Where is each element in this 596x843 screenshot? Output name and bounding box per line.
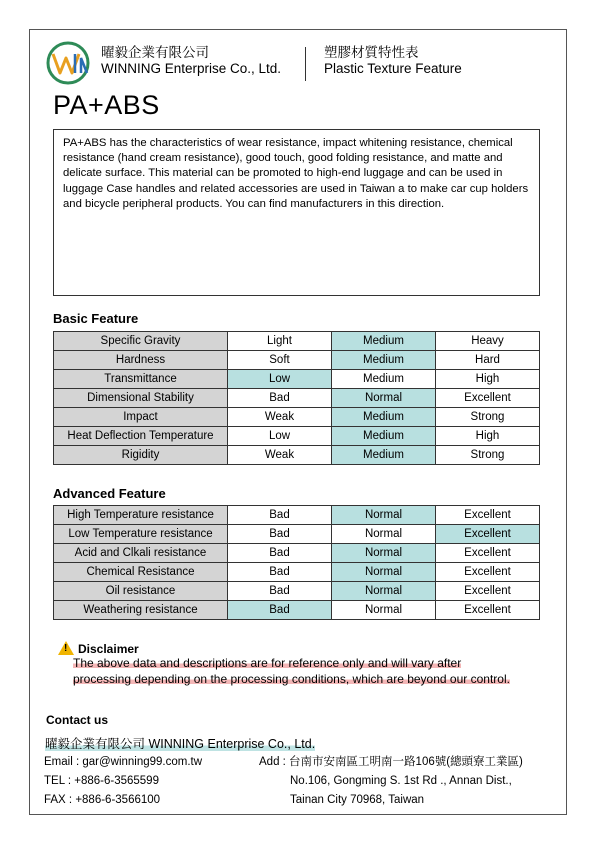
feature-value: Weak — [228, 446, 332, 465]
feature-value-selected: Excellent — [436, 525, 540, 544]
warning-icon: ! — [58, 641, 74, 655]
feature-value: Excellent — [436, 389, 540, 408]
feature-row — [54, 408, 540, 427]
feature-label: Chemical Resistance — [54, 563, 228, 582]
feature-value: Excellent — [436, 582, 540, 601]
feature-value-selected: Normal — [332, 506, 436, 525]
disclaimer-heading — [58, 641, 139, 656]
feature-value: Heavy — [436, 332, 540, 351]
company-logo — [45, 40, 91, 86]
feature-row — [54, 601, 540, 620]
contact-left — [44, 753, 202, 810]
feature-label: Rigidity — [54, 446, 228, 465]
feature-value: Bad — [228, 506, 332, 525]
feature-value-selected: Low — [228, 370, 332, 389]
basic-feature-table — [53, 331, 540, 465]
feature-value: Soft — [228, 351, 332, 370]
feature-label: Transmittance — [54, 370, 228, 389]
contact-company — [45, 734, 315, 752]
feature-row — [54, 370, 540, 389]
feature-row — [54, 582, 540, 601]
feature-value: Weak — [228, 408, 332, 427]
feature-value: Excellent — [436, 506, 540, 525]
feature-value-selected: Medium — [332, 351, 436, 370]
feature-value: Strong — [436, 446, 540, 465]
advanced-feature-table — [53, 505, 540, 620]
disclaimer-text — [73, 656, 513, 687]
feature-row — [54, 506, 540, 525]
feature-value: High — [436, 370, 540, 389]
disclaimer-title: Disclaimer — [78, 642, 139, 656]
document-type-zh: 塑膠材質特性表 — [324, 45, 419, 60]
feature-value: Bad — [228, 544, 332, 563]
feature-row — [54, 544, 540, 563]
feature-value: Normal — [332, 525, 436, 544]
feature-value-selected: Medium — [332, 446, 436, 465]
feature-value: Light — [228, 332, 332, 351]
feature-row — [54, 351, 540, 370]
company-name-zh: 曜毅企業有限公司 — [101, 45, 209, 60]
feature-value: Medium — [332, 370, 436, 389]
feature-label: High Temperature resistance — [54, 506, 228, 525]
feature-row — [54, 332, 540, 351]
material-description: PA+ABS has the characteristics of wear resistance, impact whitening resistance, chemical resistance (hand cream resistance), good touch, good folding resistance, and matte and delicate surface. This material can be promoted to high-end luggage and can be used in luggage Case handles and related accessories are used in Taiwan a to make car cup holders and bicycle peripheral products. You can find manufacturers in this direction. — [53, 129, 540, 296]
feature-label: Specific Gravity — [54, 332, 228, 351]
feature-row — [54, 427, 540, 446]
feature-value-selected: Normal — [332, 582, 436, 601]
feature-value: Low — [228, 427, 332, 446]
feature-label: Weathering resistance — [54, 601, 228, 620]
feature-value-selected: Normal — [332, 544, 436, 563]
basic-feature-heading: Basic Feature — [53, 311, 139, 326]
material-title: PA+ABS — [53, 90, 160, 120]
feature-row — [54, 563, 540, 582]
feature-value-selected: Bad — [228, 601, 332, 620]
feature-label: Oil resistance — [54, 582, 228, 601]
feature-label: Acid and Clkali resistance — [54, 544, 228, 563]
contact-email[interactable]: Email : gar@winning99.com.tw — [44, 756, 203, 768]
document-type — [324, 45, 462, 77]
contact-address-line3: Tainan City 70968, Taiwan — [290, 794, 425, 806]
feature-value: Excellent — [436, 601, 540, 620]
feature-value: Bad — [228, 563, 332, 582]
advanced-feature-heading: Advanced Feature — [53, 486, 166, 501]
feature-value-selected: Medium — [332, 427, 436, 446]
feature-value: Excellent — [436, 544, 540, 563]
feature-value-selected: Normal — [332, 389, 436, 408]
feature-value: Normal — [332, 601, 436, 620]
feature-label: Dimensional Stability — [54, 389, 228, 408]
contact-heading: Contact us — [46, 713, 109, 727]
disclaimer-body: The above data and descriptions are for reference only and will vary after processing depending on the processing conditions, which are beyond our control. — [73, 656, 510, 686]
company-name — [101, 45, 281, 77]
header-divider — [305, 47, 306, 81]
feature-value: Excellent — [436, 563, 540, 582]
feature-value: Bad — [228, 389, 332, 408]
contact-address-line2: No.106, Gongming S. 1st Rd ., Annan Dist., — [290, 775, 512, 787]
feature-row — [54, 525, 540, 544]
contact-address-label: Add : 台南市安南區工明南一路106號(總頭寮工業區) — [259, 756, 523, 768]
feature-value-selected: Normal — [332, 563, 436, 582]
contact-company-line: 曜毅企業有限公司 WINNING Enterprise Co., Ltd. — [45, 737, 316, 751]
contact-tel[interactable]: TEL : +886-6-3565599 — [44, 775, 159, 787]
feature-label: Impact — [54, 408, 228, 427]
feature-label: Low Temperature resistance — [54, 525, 228, 544]
feature-value: Bad — [228, 582, 332, 601]
feature-value: Bad — [228, 525, 332, 544]
feature-value: High — [436, 427, 540, 446]
feature-label: Heat Deflection Temperature — [54, 427, 228, 446]
feature-row — [54, 389, 540, 408]
feature-row — [54, 446, 540, 465]
feature-value-selected: Medium — [332, 408, 436, 427]
contact-fax: FAX : +886-6-3566100 — [44, 794, 161, 806]
feature-label: Hardness — [54, 351, 228, 370]
feature-value: Hard — [436, 351, 540, 370]
company-name-en: WINNING Enterprise Co., Ltd. — [101, 61, 282, 76]
feature-value-selected: Medium — [332, 332, 436, 351]
document-type-en: Plastic Texture Feature — [324, 61, 462, 76]
feature-value: Strong — [436, 408, 540, 427]
